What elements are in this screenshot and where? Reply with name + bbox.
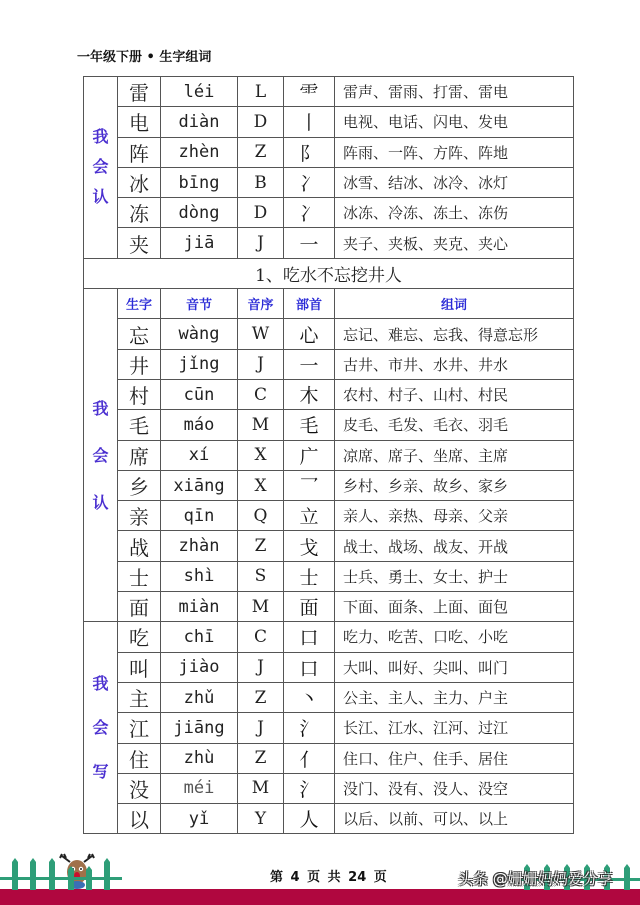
radical-cell: 士 (284, 561, 335, 591)
words-cell: 古井、市井、水井、井水 (335, 349, 574, 379)
radical-cell: 丶 (284, 682, 335, 712)
character-cell: 住 (118, 743, 161, 773)
character-cell: 井 (118, 349, 161, 379)
words-cell: 夹子、夹板、夹克、夹心 (335, 228, 574, 258)
order-cell: M (238, 410, 284, 440)
radical-cell: 口 (284, 652, 335, 682)
order-cell: Z (238, 743, 284, 773)
words-cell: 下面、面条、上面、面包 (335, 592, 574, 622)
order-cell: L (238, 77, 284, 107)
table-row (84, 319, 574, 349)
side-label-char: 会 (92, 445, 109, 465)
order-cell: M (238, 773, 284, 803)
character-cell: 冻 (118, 198, 161, 228)
pinyin-cell: jǐng (161, 349, 238, 379)
words-cell: 亲人、亲热、母亲、父亲 (335, 501, 574, 531)
order-cell: Z (238, 531, 284, 561)
words-cell: 冰雪、结冰、冰冷、冰灯 (335, 167, 574, 197)
words-cell: 战士、战场、战友、开战 (335, 531, 574, 561)
table-row (84, 592, 574, 622)
words-cell: 乡村、乡亲、故乡、家乡 (335, 470, 574, 500)
pinyin-cell: jiào (161, 652, 238, 682)
radical-cell: 毛 (284, 410, 335, 440)
pinyin-cell: máo (161, 410, 238, 440)
order-cell: Z (238, 682, 284, 712)
side-label-char: 认 (92, 187, 109, 207)
character-cell: 没 (118, 773, 161, 803)
pinyin-cell: zhù (161, 743, 238, 773)
lesson-title-row (84, 258, 574, 288)
side-label-char: 会 (92, 157, 109, 177)
pinyin-cell: wàng (161, 319, 238, 349)
table-row (84, 531, 574, 561)
table-row (84, 77, 574, 107)
radical-cell: 口 (284, 622, 335, 652)
side-label-char: 我 (92, 127, 109, 147)
pinyin-cell: méi (161, 773, 238, 803)
character-cell: 士 (118, 561, 161, 591)
table-row (84, 107, 574, 137)
order-cell: J (238, 228, 284, 258)
character-cell: 阵 (118, 137, 161, 167)
radical-cell: 氵 (284, 773, 335, 803)
pinyin-cell: zhàn (161, 531, 238, 561)
table-row (84, 349, 574, 379)
pinyin-cell: bīng (161, 167, 238, 197)
page-number: 第 4 页 共 24 页 (270, 870, 387, 885)
character-cell: 毛 (118, 410, 161, 440)
pinyin-cell: shì (161, 561, 238, 591)
table-row (84, 167, 574, 197)
words-cell: 忘记、难忘、忘我、得意忘形 (335, 319, 574, 349)
pinyin-cell: chī (161, 622, 238, 652)
pinyin-cell: léi (161, 77, 238, 107)
words-cell: 大叫、叫好、尖叫、叫门 (335, 652, 574, 682)
radical-cell: 一 (284, 349, 335, 379)
order-cell: Z (238, 137, 284, 167)
side-label-char: 会 (92, 717, 109, 737)
character-cell: 主 (118, 682, 161, 712)
pinyin-cell: xiāng (161, 470, 238, 500)
order-cell: W (238, 319, 284, 349)
table-row (84, 773, 574, 803)
character-cell: 江 (118, 713, 161, 743)
column-header-row (84, 289, 574, 319)
words-cell: 电视、电话、闪电、发电 (335, 107, 574, 137)
order-cell: C (238, 622, 284, 652)
vocabulary-table (83, 76, 574, 834)
pinyin-cell: zhèn (161, 137, 238, 167)
pinyin-cell: xí (161, 440, 238, 470)
radical-cell: 广 (284, 440, 335, 470)
radical-cell: 阝 (284, 137, 335, 167)
section-label-write (84, 622, 118, 834)
words-cell: 皮毛、毛发、毛衣、羽毛 (335, 410, 574, 440)
watermark-text: 头条 @姗姗妈妈爱分享 (458, 870, 613, 888)
words-cell: 以后、以前、可以、以上 (335, 804, 574, 834)
words-cell: 吃力、吃苦、口吃、小吃 (335, 622, 574, 652)
character-cell: 战 (118, 531, 161, 561)
table-row (84, 561, 574, 591)
radical-cell: 心 (284, 319, 335, 349)
character-cell: 村 (118, 379, 161, 409)
table-row (84, 410, 574, 440)
table-row (84, 137, 574, 167)
order-cell: X (238, 470, 284, 500)
radical-cell: 立 (284, 501, 335, 531)
words-cell: 没门、没有、没人、没空 (335, 773, 574, 803)
pinyin-cell: cūn (161, 379, 238, 409)
words-cell: 阵雨、一阵、方阵、阵地 (335, 137, 574, 167)
table-row (84, 228, 574, 258)
pinyin-cell: miàn (161, 592, 238, 622)
character-cell: 乡 (118, 470, 161, 500)
character-cell: 忘 (118, 319, 161, 349)
character-cell: 冰 (118, 167, 161, 197)
radical-cell: 亻 (284, 743, 335, 773)
order-cell: D (238, 198, 284, 228)
order-cell: S (238, 561, 284, 591)
character-cell: 面 (118, 592, 161, 622)
side-label-char: 认 (92, 492, 109, 512)
words-cell: 冰冻、冷冻、冻土、冻伤 (335, 198, 574, 228)
section-label-recognize (84, 289, 118, 622)
document-header-title: 一年级下册 • 生字组词 (77, 50, 212, 65)
words-cell: 凉席、席子、坐席、主席 (335, 440, 574, 470)
radical-cell: 氵 (284, 713, 335, 743)
character-cell: 吃 (118, 622, 161, 652)
order-cell: J (238, 349, 284, 379)
words-cell: 农村、村子、山村、村民 (335, 379, 574, 409)
radical-cell: 戈 (284, 531, 335, 561)
radical-cell: 冫 (284, 167, 335, 197)
words-cell: 士兵、勇士、女士、护士 (335, 561, 574, 591)
fence-reindeer-icon (0, 848, 125, 898)
radical-cell: 丨 (284, 107, 335, 137)
radical-cell: 冫 (284, 198, 335, 228)
character-cell: 叫 (118, 652, 161, 682)
pinyin-cell: qīn (161, 501, 238, 531)
order-cell: X (238, 440, 284, 470)
character-cell: 电 (118, 107, 161, 137)
words-cell: 住口、住户、住手、居住 (335, 743, 574, 773)
radical-cell: 乛 (284, 470, 335, 500)
column-header-char: 生字 (118, 289, 161, 319)
table-row (84, 440, 574, 470)
lesson-title: 1、吃水不忘挖井人 (84, 258, 574, 288)
table-row (84, 743, 574, 773)
words-cell: 雷声、雷雨、打雷、雷电 (335, 77, 574, 107)
character-cell: 雷 (118, 77, 161, 107)
table-row (84, 501, 574, 531)
column-header-radical: 部首 (284, 289, 335, 319)
column-header-order: 音序 (238, 289, 284, 319)
order-cell: C (238, 379, 284, 409)
radical-cell: 面 (284, 592, 335, 622)
table-row (84, 682, 574, 712)
order-cell: Y (238, 804, 284, 834)
words-cell: 公主、主人、主力、户主 (335, 682, 574, 712)
column-header-words: 组词 (335, 289, 574, 319)
pinyin-cell: yǐ (161, 804, 238, 834)
character-cell: 席 (118, 440, 161, 470)
order-cell: B (238, 167, 284, 197)
table-row (84, 622, 574, 652)
table-row (84, 713, 574, 743)
pinyin-cell: diàn (161, 107, 238, 137)
table-row (84, 198, 574, 228)
side-label-char: 写 (92, 761, 109, 781)
pinyin-cell: zhǔ (161, 682, 238, 712)
radical-cell: ⻗ (284, 77, 335, 107)
order-cell: M (238, 592, 284, 622)
order-cell: J (238, 652, 284, 682)
table-row (84, 804, 574, 834)
table-row (84, 470, 574, 500)
character-cell: 以 (118, 804, 161, 834)
order-cell: D (238, 107, 284, 137)
pinyin-cell: jiāng (161, 713, 238, 743)
character-cell: 夹 (118, 228, 161, 258)
pinyin-cell: jiā (161, 228, 238, 258)
column-header-pinyin: 音节 (161, 289, 238, 319)
side-label-char: 我 (92, 673, 109, 693)
radical-cell: 一 (284, 228, 335, 258)
section-label-recognize (84, 77, 118, 259)
order-cell: J (238, 713, 284, 743)
radical-cell: 木 (284, 379, 335, 409)
radical-cell: 人 (284, 804, 335, 834)
order-cell: Q (238, 501, 284, 531)
words-cell: 长江、江水、江河、过江 (335, 713, 574, 743)
table-row (84, 652, 574, 682)
pinyin-cell: dòng (161, 198, 238, 228)
side-label-char: 我 (92, 398, 109, 418)
table-row (84, 379, 574, 409)
character-cell: 亲 (118, 501, 161, 531)
